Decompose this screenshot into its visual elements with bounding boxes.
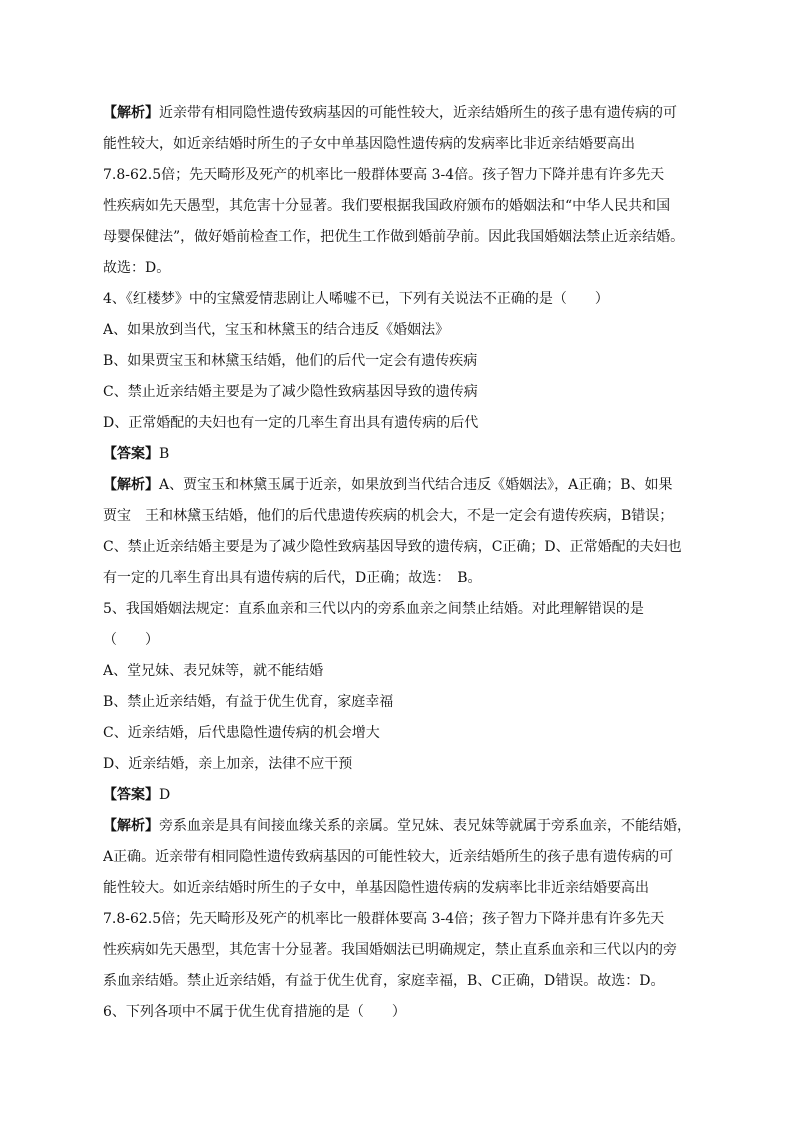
- line-text: 7.8-62.5倍；先天畸形及死产的机率比一般群体要高 3-4倍。孩子智力下降并患有许多先天: [103, 167, 665, 183]
- text-line: [103, 506, 693, 526]
- line-text: B、如果贾宝玉和林黛玉结婚，他们的后代一定会有遗传疾病: [103, 353, 478, 369]
- text-line: [103, 971, 693, 991]
- line-text: C、禁止近亲结婚主要是为了减少隐性致病基因导致的遗传病: [103, 384, 478, 400]
- option-a: [103, 661, 693, 681]
- text-line: [103, 847, 693, 867]
- line-text: A、贾宝玉和林黛玉属于近亲，如果放到当代结合违反《婚姻法》，A正确；B、如果: [159, 477, 673, 493]
- option-d: [103, 754, 693, 774]
- text-line: [103, 227, 693, 247]
- line-text: 能性较大，如近亲结婚时所生的子女中单基因隐性遗传病的发病率比非近亲结婚要高出: [103, 136, 635, 152]
- text-line: [103, 568, 693, 588]
- option-b: [103, 351, 693, 371]
- text-line: [103, 630, 693, 650]
- text-line: [103, 258, 693, 278]
- line-text: 能性较大。如近亲结婚时所生的子女中，单基因隐性遗传病的发病率比非近亲结婚要高出: [103, 880, 649, 896]
- answer-line: [103, 444, 693, 464]
- line-text: 系血亲结婚。禁止近亲结婚，有益于优生优育，家庭幸福，B、C正确，D错误。故选：D。: [103, 973, 665, 989]
- line-text: C、近亲结婚，后代患隐性遗传病的机会增大: [103, 725, 380, 741]
- text-line: [103, 909, 693, 929]
- text-line: [103, 816, 693, 836]
- text-line: [103, 134, 693, 154]
- answer-line: [103, 785, 693, 805]
- text-line: [103, 878, 693, 898]
- line-text: 贾宝 王和林黛玉结婚，他们的后代患遗传疾病的机会大，不是一定会有遗传疾病，B错误；: [103, 508, 674, 524]
- line-text: 4、《红楼梦》中的宝黛爱情悲剧让人唏嘘不已，下列有关说法不正确的是（ ）: [103, 291, 609, 307]
- line-text: 6、下列各项中不属于优生优育措施的是（ ）: [103, 1004, 406, 1020]
- question-4: [103, 289, 693, 309]
- question-5: [103, 599, 693, 619]
- text-line: [103, 103, 693, 123]
- line-text: D、正常婚配的夫妇也有一定的几率生育出具有遗传病的后代: [103, 415, 479, 431]
- line-text: A、如果放到当代，宝玉和林黛玉的结合违反《婚姻法》: [103, 322, 450, 338]
- line-text: B、禁止近亲结婚，有益于优生优育，家庭幸福: [103, 694, 394, 710]
- line-text: C、禁止近亲结婚主要是为了减少隐性致病基因导致的遗传病，C正确；D、正常婚配的夫妇也: [103, 539, 682, 555]
- text-line: [103, 196, 693, 216]
- line-text: 旁系血亲是具有间接血缘关系的亲属。堂兄妹、表兄妹等就属于旁系血亲，不能结婚，: [159, 818, 691, 834]
- line-text: A正确。近亲带有相同隐性遗传致病基因的可能性较大，近亲结婚所生的孩子患有遗传病的可: [103, 849, 674, 865]
- section-tag: 【答案】: [103, 787, 159, 803]
- text-line: [103, 165, 693, 185]
- option-c: [103, 382, 693, 402]
- line-text: 故选：D。: [103, 260, 171, 276]
- section-tag: 【解析】: [103, 105, 159, 121]
- question-6: [103, 1002, 693, 1022]
- line-text: 性疾病如先天愚型，其危害十分显著。我们要根据我国政府颁布的婚姻法和“中华人民共和国: [103, 198, 671, 214]
- section-tag: 【解析】: [103, 818, 159, 834]
- line-text: 有一定的几率生育出具有遗传病的后代，D正确；故选： B。: [103, 570, 482, 586]
- line-text: 性疾病如先天愚型，其危害十分显著。我国婚姻法已明确规定，禁止直系血亲和三代以内的旁: [103, 942, 677, 958]
- option-c: [103, 723, 693, 743]
- option-b: [103, 692, 693, 712]
- line-text: （ ）: [103, 632, 159, 648]
- option-a: [103, 320, 693, 340]
- text-line: [103, 537, 693, 557]
- section-tag: 【答案】: [103, 446, 159, 462]
- line-text: B: [159, 446, 170, 462]
- line-text: 母婴保健法”，做好婚前检查工作，把优生工作做到婚前孕前。因此我国婚姻法禁止近亲结婚。: [103, 229, 685, 245]
- line-text: D: [159, 787, 171, 803]
- text-line: [103, 940, 693, 960]
- line-text: D、近亲结婚，亲上加亲，法律不应干预: [103, 756, 353, 772]
- line-text: 5、我国婚姻法规定：直系血亲和三代以内的旁系血亲之间禁止结婚。对此理解错误的是: [103, 601, 644, 617]
- option-d: [103, 413, 693, 433]
- text-line: [103, 475, 693, 495]
- line-text: 7.8-62.5倍；先天畸形及死产的机率比一般群体要高 3-4倍；孩子智力下降并患有许多先天: [103, 911, 665, 927]
- section-tag: 【解析】: [103, 477, 159, 493]
- line-text: 近亲带有相同隐性遗传致病基因的可能性较大，近亲结婚所生的孩子患有遗传病的可: [159, 105, 677, 121]
- line-text: A、堂兄妹、表兄妹等，就不能结婚: [103, 663, 324, 679]
